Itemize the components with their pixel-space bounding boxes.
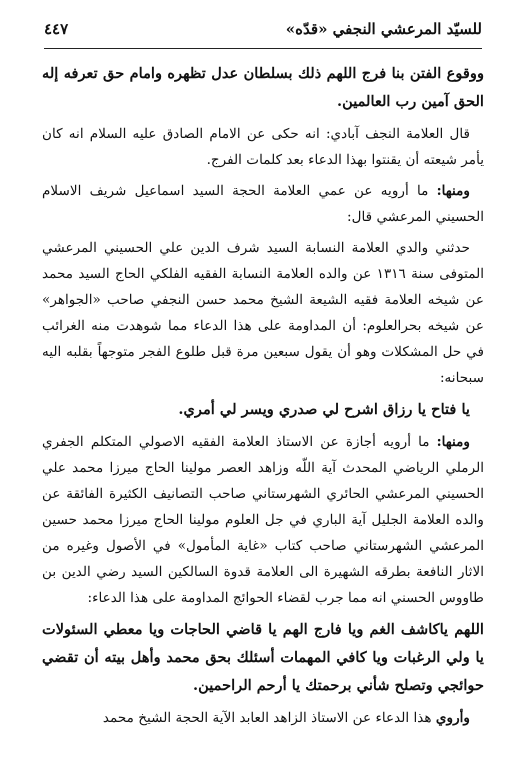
paragraph-chain-1 [42,178,484,230]
paragraph-lead: ومنها: [436,434,470,450]
header-rule [44,48,482,49]
paragraph-lead: ومنها: [436,183,470,199]
paragraph-chain-3 [42,429,484,611]
paragraph-supplication-end [42,60,484,116]
paragraph-supplication-fattah [42,396,484,424]
paragraph-supplication-kashif [42,616,484,700]
paragraph-text: هذا الدعاء عن الاستاذ الزاهد العابد الآية الحجة الشيخ محمد [102,710,436,726]
page-number: ٤٤٧ [44,20,69,38]
paragraph-text: قال العلامة النجف آبادي: انه حكى عن الامام الصادق عليه السلام انه كان يأمر شيعته أن يقنتوا بهذا الدعاء بعد كلمات الفرج. [42,126,484,168]
page-body [42,60,484,736]
paragraph-text: ما أرويه عن عمي العلامة الحجة السيد اسماعيل شريف الاسلام الحسيني المرعشي قال: [42,183,484,225]
paragraph-lead: وأروي [435,710,470,726]
paragraph-text: يا فتاح يا رزاق اشرح لي صدري ويسر لي أمري. [178,401,470,418]
paragraph-text: ووقوع الفتن بنا فرج اللهم ذلك بسلطان عدل تظهره وامام حق تعرفه إله الحق آمين رب العالمين. [42,65,484,110]
paragraph-chain-4 [42,705,484,731]
page-header [44,20,482,46]
paragraph-chain-2 [42,235,484,391]
paragraph-text: اللهم ياكاشف الغم ويا فارج الهم يا قاضي الحاجات ويا معطي السئولات يا ولي الرغبات ويا كافي المهمات أسئلك بحق محمد وأهل بيته أن تقضي حوائجي وتصلح شأني برحمتك يا أرحم الراحمين. [42,621,484,694]
paragraph-text: ما أرويه أجازة عن الاستاذ العلامة الفقيه الاصولي المتكلم الجفري الرملي الرياضي المحدث آية اللّه وزاهد العصر مولينا الحاج ميرزا محمد علي الحسيني المرعشي الحائري الشهرستاني صاحب التصانيف الكثيرة الفائقة عن والده العلامة الجليل آية الباري في جل العلوم مولينا الحاج ميرزا محمد حسين المرعشي الشهرستاني صاحب كتاب «غاية المأمول» في الأصول وغيره من الاثار النافعة بطرقه الشهيرة الى العلامة قدوة السالكين السيد رضي الدين بن طاووس الحسني انه مما جرب لقضاء الحوائج المداومة على هذا الدعاء: [42,434,484,606]
paragraph-narration [42,121,484,173]
paragraph-text: حدثني والدي العلامة النسابة السيد شرف الدين علي الحسيني المرعشي المتوفى سنة ١٣١٦ عن والده العلامة النسابة الفقيه الفلكي الحاج السيد محمد عن شيخه العلامة فقيه الشيعة الشيخ محمد حسن النجفي صاحب «الجواهر» عن شيخه بحرالعلوم: أن المداومة على هذا الدعاء مما شوهدت منه الغرائب في حل المشكلات وهو أن يقول سبعين مرة قبل طلوع الفجر متوجهاً بقلبه اليه سبحانه: [42,240,485,386]
running-title: للسيّد المرعشي النجفي «قدّه» [285,20,482,38]
